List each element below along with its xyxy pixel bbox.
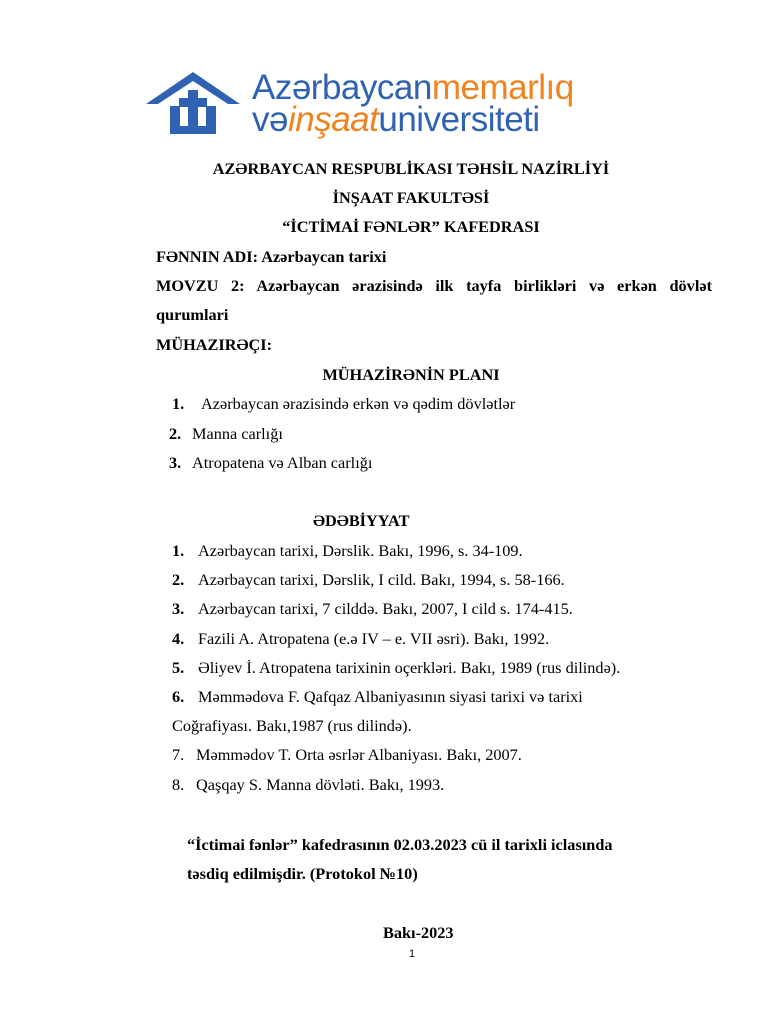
literature-item-text: Məmmədova F. Qafqaz Albaniyasının siyasi tarixi və tarixi	[198, 687, 583, 706]
literature-item-number: 2.	[172, 570, 185, 589]
plan-item	[169, 424, 283, 444]
literature-item	[172, 658, 620, 678]
plan-item	[169, 453, 372, 473]
literature-item	[172, 541, 523, 561]
literature-item-text: Qaşqay S. Manna dövləti. Bakı, 1993.	[196, 775, 445, 794]
literature-item-number: 8.	[172, 775, 185, 794]
literature-item	[172, 687, 583, 707]
plan-title: MÜHAZİRƏNİN PLANI	[322, 365, 500, 384]
logo-word-universiteti: universiteti	[378, 100, 540, 139]
logo-text-line2	[252, 102, 540, 138]
logo-word-ve: və	[252, 100, 288, 139]
literature-item-number: 4.	[172, 629, 185, 648]
literature-item	[172, 629, 549, 649]
literature-item	[172, 745, 522, 765]
ministry-heading: AZƏRBAYCAN RESPUBLİKASI TƏHSİL NAZİRLİYİ	[212, 159, 610, 178]
literature-item-number: 1.	[172, 541, 185, 560]
literature-item	[172, 599, 573, 619]
approval-line1: “İctimai fənlər” kafedrasının 02.03.2023 cü il tarixli iclasında	[187, 835, 613, 854]
course-name-value: Azərbaycan tarixi	[261, 247, 387, 266]
literature-item-continuation: Coğrafiyası. Bakı,1987 (rus dilində).	[172, 716, 412, 735]
literature-item-text: Azərbaycan tarixi, Dərslik, I cild. Bakı, 1994, s. 58-166.	[198, 570, 565, 589]
plan-item-text: Atropatena və Alban carlığı	[192, 453, 373, 472]
literature-item-text: Fazili A. Atropatena (e.ə IV – e. VII əsri). Bakı, 1992.	[198, 629, 550, 648]
plan-item-number: 3.	[169, 453, 182, 472]
topic-line1: MOVZU 2: Azərbaycan ərazisində ilk tayfa birlikləri və erkən dövlət	[156, 276, 712, 295]
logo-word-azerbaycan: Azərbaycan	[252, 68, 432, 107]
lecturer-label: MÜHAZIRƏÇI:	[156, 335, 273, 354]
course-name-label: FƏNNIN ADI:	[156, 247, 259, 266]
city-year: Bakı-2023	[383, 923, 454, 942]
university-logo	[144, 70, 684, 142]
literature-item-number: 5.	[172, 658, 185, 677]
house-cross-icon	[144, 70, 244, 138]
logo-word-insaat: inşaat	[287, 100, 379, 139]
course-name	[156, 247, 386, 267]
topic-line2: qurumlari	[156, 305, 229, 324]
literature-item-text: Azərbaycan tarixi, 7 cilddə. Bakı, 2007, I cild s. 174-415.	[198, 599, 573, 618]
literature-item-text: Əliyev İ. Atropatena tarixinin oçerkləri. Bakı, 1989 (rus dilində).	[198, 658, 621, 677]
faculty-heading: İNŞAAT FAKULTƏSİ	[332, 188, 490, 207]
plan-item-text: Manna carlığı	[192, 424, 283, 443]
literature-item-number: 6.	[172, 687, 185, 706]
literature-title: ƏDƏBİYYAT	[313, 511, 410, 530]
plan-item-number: 2.	[169, 424, 182, 443]
literature-item-text: Azərbaycan tarixi, Dərslik. Bakı, 1996, s. 34-109.	[198, 541, 523, 560]
approval-line2: təsdiq edilmişdir. (Protokol №10)	[187, 864, 418, 883]
logo-word-memarliq: memarlıq	[431, 68, 574, 107]
plan-item-text: Azərbaycan ərazisində erkən və qədim dövlətlər	[201, 394, 516, 413]
plan-item	[172, 394, 515, 414]
literature-item	[172, 775, 444, 795]
literature-item-text: Məmmədov T. Orta əsrlər Albaniyası. Bakı, 2007.	[196, 745, 522, 764]
department-heading: “İCTİMAİ FƏNLƏR” KAFEDRASI	[282, 217, 540, 236]
literature-item-number: 7.	[172, 745, 185, 764]
literature-item	[172, 570, 565, 590]
plan-item-number: 1.	[172, 394, 185, 413]
page-number: 1	[409, 948, 416, 960]
literature-item-number: 3.	[172, 599, 185, 618]
